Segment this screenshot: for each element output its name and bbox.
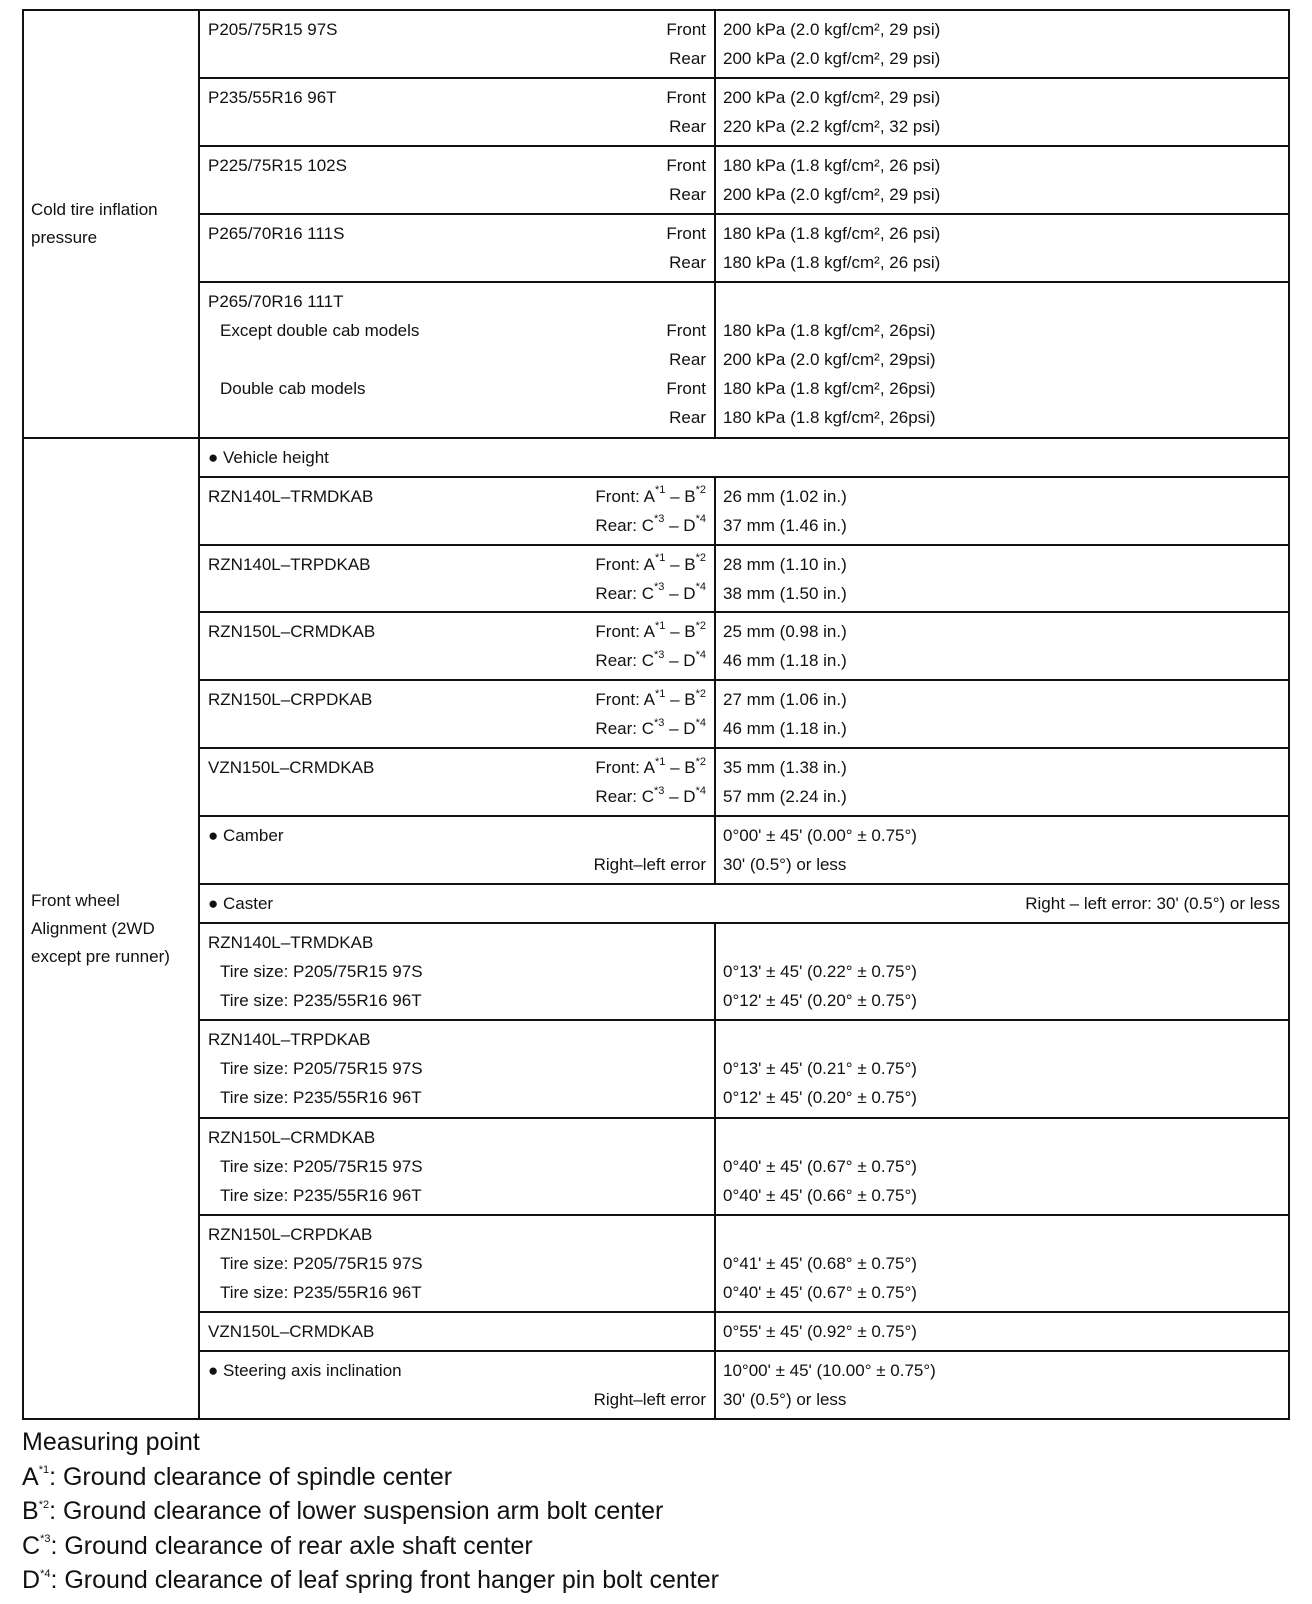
vehicle-height-model-cell (199, 545, 715, 613)
inflation-size-cell: P225/75R15 102S Front Rear (199, 146, 715, 214)
steering-value-cell: 10°00' ± 45' (10.00° ± 0.75°) 30' (0.5°) or less (715, 1351, 1289, 1419)
rear-measure-label: Rear: $C^{*3} - D^{*4}$ (595, 512, 706, 535)
vehicle-model: RZN150L–CRMDKAB (208, 1127, 376, 1147)
inflation-value-cell: 180 kPa (1.8 kgf/cm², 26psi) 200 kPa (2.0 kgf/cm², 29psi) 180 kPa (1.8 kgf/cm², 26psi) 180 kPa (1.8 kgf/cm², 26psi) (715, 282, 1289, 438)
inflation-size-cell: P265/70R16 111T Except double cab models Front Rear Double cab models Front Rear (199, 282, 715, 438)
caster-model-cell: RZN140L–TRMDKAB Tire size: P205/75R15 97S Tire size: P235/55R16 96T (199, 923, 715, 1020)
note-item: $A^{*1}$: Ground clearance of spindle center (22, 1462, 453, 1491)
vehicle-model: RZN150L–CRPDKAB (208, 690, 373, 710)
note-item: $B^{*2}$: Ground clearance of lower suspension arm bolt center (22, 1497, 664, 1525)
vehicle-height-heading: ● Vehicle height (199, 438, 1289, 477)
front-measure-label: Front: $A^{*1} - B^{*2}$ (595, 551, 706, 574)
tire-size: P235/55R16 96T (208, 87, 337, 107)
rear-measure-label: Rear: $C^{*3} - D^{*4}$ (595, 716, 706, 739)
bullet-icon: ● (208, 448, 219, 468)
inflation-value-cell: 180 kPa (1.8 kgf/cm², 26 psi) 200 kPa (2.0 kgf/cm², 29 psi) (715, 146, 1289, 214)
vehicle-model: RZN140L–TRMDKAB (208, 486, 374, 506)
vehicle-height-model-cell (199, 748, 715, 816)
vehicle-model: RZN140L–TRPDKAB (208, 554, 371, 574)
vehicle-height-model-cell (199, 680, 715, 748)
note-item: $C^{*3}$: Ground clearance of rear axle shaft center (22, 1531, 533, 1560)
bullet-icon: ● (208, 894, 219, 914)
vehicle-model: RZN150L–CRPDKAB (208, 1224, 373, 1244)
inflation-category-label: Cold tire inflation pressure (23, 10, 199, 438)
vehicle-height-value-cell: 35 mm (1.38 in.) 57 mm (2.24 in.) (715, 748, 1289, 816)
camber-value-cell: 0°00' ± 45' (0.00° ± 0.75°) 30' (0.5°) or less (715, 816, 1289, 884)
front-measure-label: Front: $A^{*1} - B^{*2}$ (595, 619, 706, 642)
inflation-size-cell: P205/75R15 97S Front Rear (199, 10, 715, 78)
vehicle-model: VZN150L–CRMDKAB (208, 758, 375, 778)
front-measure-label: Front: $A^{*1} - B^{*2}$ (595, 687, 706, 710)
rear-measure-label: Rear: $C^{*3} - D^{*4}$ (595, 648, 706, 671)
inflation-size-cell: P235/55R16 96T Front Rear (199, 78, 715, 146)
caster-value-cell: 0°41' ± 45' (0.68° ± 0.75°) 0°40' ± 45' (0.67° ± 0.75°) (715, 1215, 1289, 1312)
notes-title: Measuring point (22, 1428, 200, 1456)
rear-measure-label: Rear: $C^{*3} - D^{*4}$ (595, 580, 706, 603)
vehicle-model: RZN140L–TRPDKAB (208, 1030, 371, 1050)
vehicle-height-model-cell (199, 477, 715, 545)
rear-measure-label: Rear: $C^{*3} - D^{*4}$ (595, 784, 706, 807)
caster-model-cell: RZN140L–TRPDKAB Tire size: P205/75R15 97S Tire size: P235/55R16 96T (199, 1020, 715, 1117)
inflation-value-cell: 200 kPa (2.0 kgf/cm², 29 psi) 220 kPa (2.2 kgf/cm², 32 psi) (715, 78, 1289, 146)
measuring-point-notes (22, 1425, 1288, 1598)
spec-table (22, 9, 1290, 1420)
vehicle-height-value-cell: 28 mm (1.10 in.) 38 mm (1.50 in.) (715, 545, 1289, 613)
vehicle-height-value-cell: 27 mm (1.06 in.) 46 mm (1.18 in.) (715, 680, 1289, 748)
tire-size: P225/75R15 102S (208, 155, 347, 175)
steering-label-cell: ● Steering axis inclination Right–left error (199, 1351, 715, 1419)
caster-model-cell: RZN150L–CRMDKAB Tire size: P205/75R15 97S Tire size: P235/55R16 96T (199, 1118, 715, 1215)
inflation-value-cell: 200 kPa (2.0 kgf/cm², 29 psi) 200 kPa (2.0 kgf/cm², 29 psi) (715, 10, 1289, 78)
note-item: $D^{*4}$: Ground clearance of leaf spring front hanger pin bolt center (22, 1566, 719, 1594)
vehicle-height-value-cell: 26 mm (1.02 in.) 37 mm (1.46 in.) (715, 477, 1289, 545)
tire-size: P265/70R16 111T (208, 291, 344, 311)
caster-value-cell: 0°13' ± 45' (0.21° ± 0.75°) 0°12' ± 45' (0.20° ± 0.75°) (715, 1020, 1289, 1117)
vehicle-height-model-cell (199, 612, 715, 680)
vehicle-model: RZN150L–CRMDKAB (208, 622, 376, 642)
bullet-icon: ● (208, 1360, 219, 1380)
inflation-value-cell: 180 kPa (1.8 kgf/cm², 26 psi) 180 kPa (1.8 kgf/cm², 26 psi) (715, 214, 1289, 282)
front-measure-label: Front: $A^{*1} - B^{*2}$ (595, 755, 706, 778)
front-measure-label: Front: $A^{*1} - B^{*2}$ (595, 483, 706, 506)
caster-model-cell: VZN150L–CRMDKAB (199, 1312, 715, 1351)
caster-heading: ● Caster Right – left error: 30' (0.5°) or less (199, 884, 1289, 923)
camber-label-cell: ● Camber Right–left error (199, 816, 715, 884)
bullet-icon: ● (208, 826, 219, 846)
caster-value-cell: 0°55' ± 45' (0.92° ± 0.75°) (715, 1312, 1289, 1351)
vehicle-model: RZN140L–TRMDKAB (208, 932, 374, 952)
vehicle-height-value-cell: 25 mm (0.98 in.) 46 mm (1.18 in.) (715, 612, 1289, 680)
tire-size: P265/70R16 111S (208, 223, 345, 243)
inflation-size-cell: P265/70R16 111S Front Rear (199, 214, 715, 282)
caster-value-cell: 0°13' ± 45' (0.22° ± 0.75°) 0°12' ± 45' (0.20° ± 0.75°) (715, 923, 1289, 1020)
alignment-category-label: Front wheel Alignment (2WD except pre runner) (23, 438, 199, 1419)
caster-value-cell: 0°40' ± 45' (0.67° ± 0.75°) 0°40' ± 45' (0.66° ± 0.75°) (715, 1118, 1289, 1215)
tire-size: P205/75R15 97S (208, 20, 338, 39)
caster-model-cell: RZN150L–CRPDKAB Tire size: P205/75R15 97S Tire size: P235/55R16 96T (199, 1215, 715, 1312)
